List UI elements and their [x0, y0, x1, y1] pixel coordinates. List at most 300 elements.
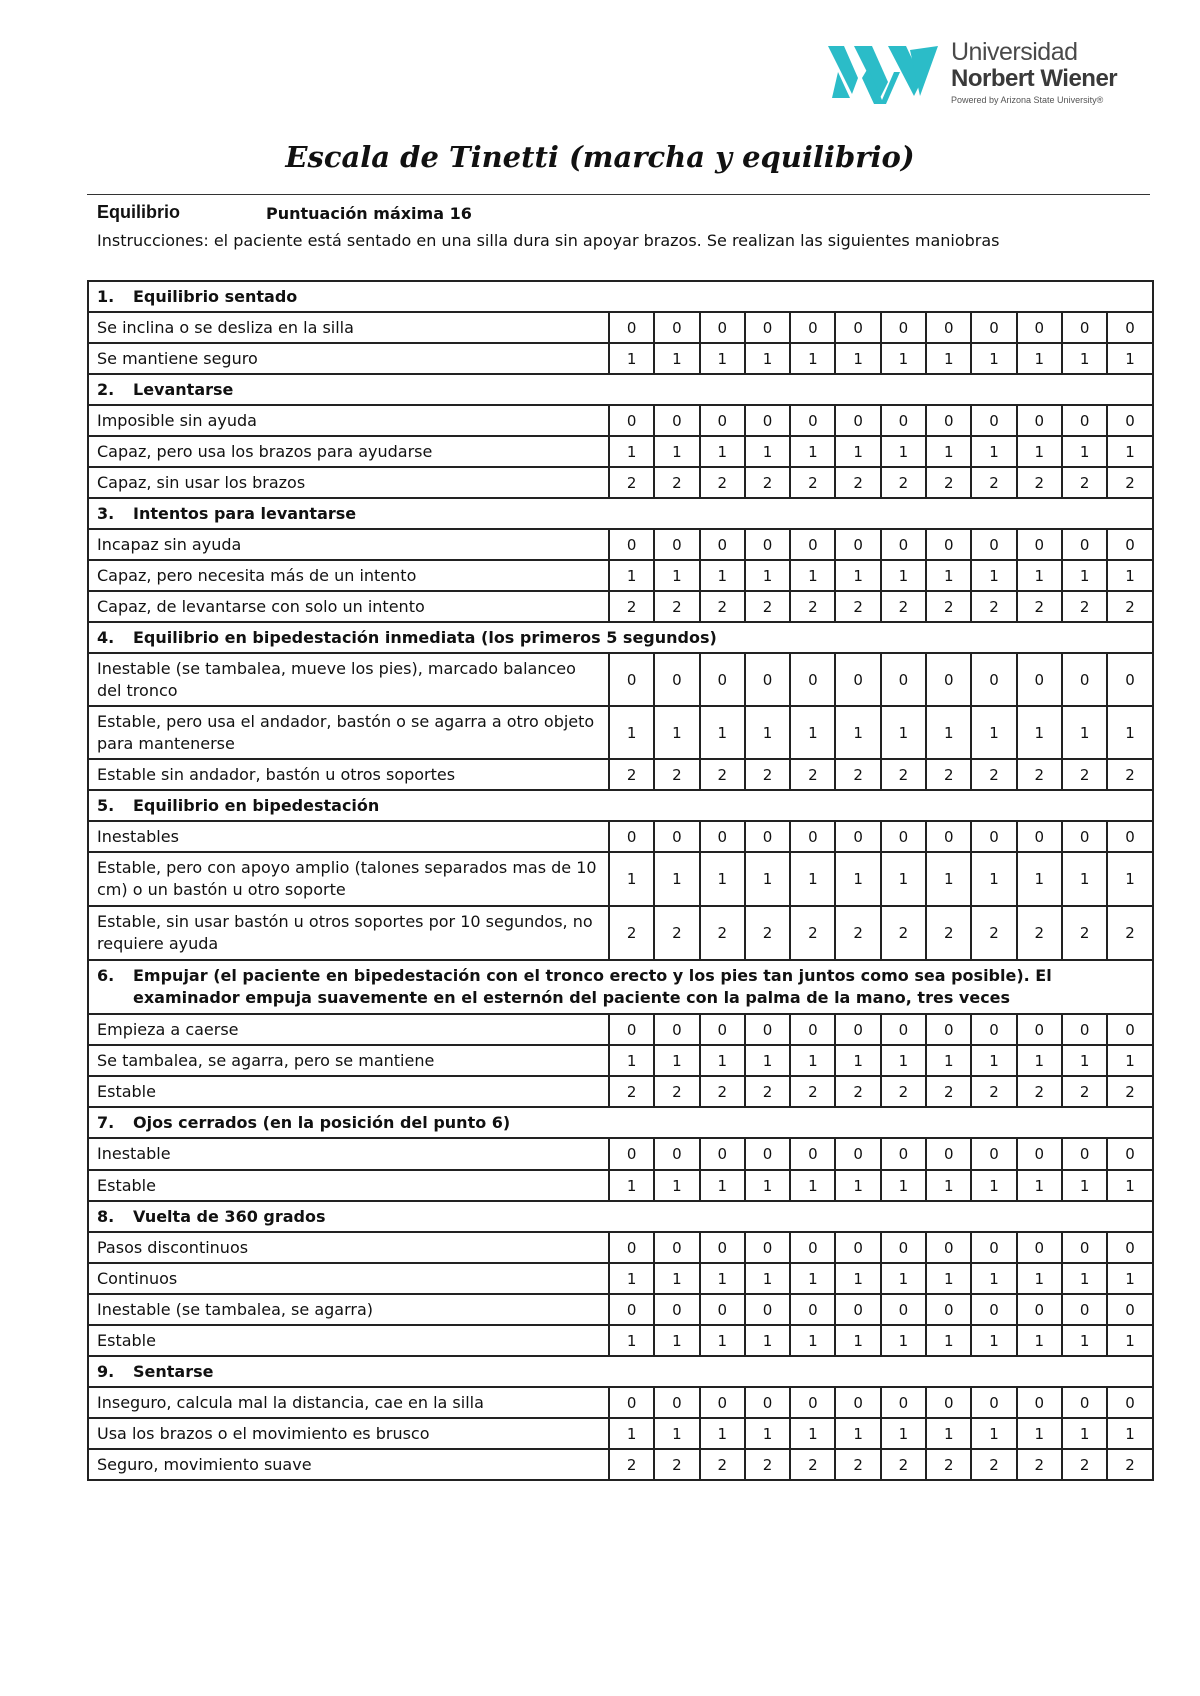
score-cell: 1 [835, 560, 880, 591]
score-cell: 1 [881, 1325, 926, 1356]
score-cell: 0 [1062, 312, 1107, 343]
score-cell: 0 [971, 653, 1016, 706]
score-cell: 2 [654, 467, 699, 498]
score-cell: 0 [745, 405, 790, 436]
score-cell: 1 [971, 560, 1016, 591]
section-header-row [88, 1107, 1153, 1138]
score-cell: 1 [1062, 1045, 1107, 1076]
item-label: Capaz, pero necesita más de un intento [88, 560, 609, 591]
score-cell: 1 [700, 852, 745, 906]
score-cell: 1 [971, 1170, 1016, 1201]
score-cell: 1 [745, 560, 790, 591]
score-cell: 1 [609, 852, 654, 906]
score-cell: 0 [881, 1387, 926, 1418]
score-cell: 0 [745, 1294, 790, 1325]
score-cell: 1 [835, 852, 880, 906]
score-cell: 1 [609, 343, 654, 374]
score-cell: 1 [745, 1045, 790, 1076]
score-cell: 1 [1107, 343, 1152, 374]
score-cell: 0 [745, 821, 790, 852]
score-cell: 0 [654, 653, 699, 706]
score-cell: 2 [1107, 759, 1152, 790]
score-cell: 0 [700, 1387, 745, 1418]
score-cell: 1 [1107, 1263, 1152, 1294]
score-cell: 1 [1017, 852, 1062, 906]
score-cell: 0 [609, 1387, 654, 1418]
section-number: 3. [97, 503, 115, 523]
score-cell: 1 [654, 706, 699, 759]
score-cell: 1 [745, 1170, 790, 1201]
score-cell: 1 [790, 1045, 835, 1076]
score-cell: 1 [1017, 1045, 1062, 1076]
score-cell: 0 [1107, 821, 1152, 852]
score-cell: 0 [700, 405, 745, 436]
score-cell: 0 [971, 1014, 1016, 1045]
item-label: Seguro, movimiento suave [88, 1449, 609, 1480]
score-cell: 1 [1107, 1045, 1152, 1076]
score-cell: 1 [654, 1045, 699, 1076]
score-cell: 2 [700, 759, 745, 790]
score-cell: 0 [1017, 653, 1062, 706]
score-cell: 0 [609, 653, 654, 706]
score-cell: 0 [926, 1138, 971, 1170]
score-cell: 0 [1107, 653, 1152, 706]
score-cell: 2 [745, 906, 790, 960]
score-cell: 1 [1017, 343, 1062, 374]
score-cell: 0 [1017, 1014, 1062, 1045]
score-cell: 1 [609, 1418, 654, 1449]
score-cell: 1 [926, 436, 971, 467]
section-header-row [88, 281, 1153, 312]
item-row [88, 1387, 1153, 1418]
item-row [88, 343, 1153, 374]
score-cell: 2 [881, 1076, 926, 1107]
score-cell: 2 [971, 1449, 1016, 1480]
score-cell: 1 [609, 1170, 654, 1201]
item-row [88, 1294, 1153, 1325]
score-cell: 1 [609, 1263, 654, 1294]
score-cell: 0 [609, 529, 654, 560]
section-title: Sentarse [133, 1361, 214, 1381]
item-label: Capaz, de levantarse con solo un intento [88, 591, 609, 622]
score-cell: 0 [790, 1387, 835, 1418]
section-title: Intentos para levantarse [133, 503, 357, 523]
score-cell: 2 [1062, 467, 1107, 498]
item-label: Inestables [88, 821, 609, 852]
item-label: Estable sin andador, bastón u otros soportes [88, 759, 609, 790]
score-cell: 2 [1062, 759, 1107, 790]
section-number: 8. [97, 1206, 115, 1226]
score-cell: 0 [1107, 1232, 1152, 1263]
score-cell: 0 [745, 1232, 790, 1263]
item-label: Inseguro, calcula mal la distancia, cae en la silla [88, 1387, 609, 1418]
score-cell: 2 [745, 1076, 790, 1107]
score-cell: 0 [654, 1294, 699, 1325]
logo-line-3: Powered by Arizona State University® [951, 95, 1104, 105]
max-score: Puntuación máxima 16 [266, 204, 472, 223]
score-cell: 1 [881, 1170, 926, 1201]
section-title: Empujar (el paciente en bipedestación con el tronco erecto y los pies tan juntos como sea posible). El examinador empuja suavemente en el esternón del paciente con la palma de la mano, tres veces [133, 966, 1052, 1007]
score-cell: 1 [881, 852, 926, 906]
score-cell: 0 [700, 1232, 745, 1263]
score-cell: 0 [609, 1138, 654, 1170]
score-cell: 1 [790, 343, 835, 374]
score-cell: 0 [1062, 1232, 1107, 1263]
score-cell: 2 [971, 591, 1016, 622]
section-header-row [88, 498, 1153, 529]
score-cell: 1 [654, 436, 699, 467]
score-cell: 0 [745, 529, 790, 560]
score-cell: 2 [926, 906, 971, 960]
section-title: Vuelta de 360 grados [133, 1206, 326, 1226]
item-row [88, 653, 1153, 706]
score-cell: 0 [609, 821, 654, 852]
section-header-row [88, 790, 1153, 821]
score-cell: 1 [790, 852, 835, 906]
score-cell: 1 [926, 1325, 971, 1356]
score-cell: 0 [1062, 1294, 1107, 1325]
score-cell: 1 [700, 1325, 745, 1356]
score-cell: 2 [790, 1076, 835, 1107]
item-label: Estable [88, 1076, 609, 1107]
score-cell: 1 [790, 1325, 835, 1356]
score-cell: 0 [971, 405, 1016, 436]
score-cell: 1 [700, 436, 745, 467]
score-cell: 2 [1017, 1076, 1062, 1107]
item-row [88, 1325, 1153, 1356]
score-cell: 2 [881, 1449, 926, 1480]
section-header-row [88, 1201, 1153, 1232]
section-number: 5. [97, 795, 115, 815]
score-cell: 1 [971, 852, 1016, 906]
score-cell: 2 [926, 591, 971, 622]
score-cell: 1 [700, 1045, 745, 1076]
score-cell: 0 [926, 1014, 971, 1045]
score-cell: 1 [790, 1418, 835, 1449]
score-cell: 1 [1062, 1263, 1107, 1294]
score-cell: 2 [700, 1076, 745, 1107]
score-cell: 2 [835, 759, 880, 790]
score-cell: 0 [881, 1232, 926, 1263]
score-cell: 0 [609, 1294, 654, 1325]
score-cell: 0 [926, 312, 971, 343]
section-label: Equilibrio [97, 202, 180, 222]
score-cell: 1 [835, 1263, 880, 1294]
score-cell: 1 [971, 706, 1016, 759]
score-cell: 1 [745, 852, 790, 906]
score-cell: 0 [881, 821, 926, 852]
score-cell: 0 [1062, 1138, 1107, 1170]
section-number: 9. [97, 1361, 115, 1381]
score-cell: 0 [654, 1138, 699, 1170]
score-cell: 1 [926, 343, 971, 374]
score-cell: 1 [700, 1418, 745, 1449]
section-title: Levantarse [133, 379, 234, 399]
score-cell: 2 [700, 1449, 745, 1480]
item-label: Capaz, pero usa los brazos para ayudarse [88, 436, 609, 467]
score-cell: 2 [835, 467, 880, 498]
score-cell: 2 [790, 591, 835, 622]
score-cell: 2 [881, 591, 926, 622]
score-cell: 2 [790, 759, 835, 790]
score-cell: 0 [790, 1138, 835, 1170]
score-cell: 1 [926, 560, 971, 591]
score-cell: 1 [1062, 1325, 1107, 1356]
item-label: Estable [88, 1170, 609, 1201]
score-cell: 1 [654, 1325, 699, 1356]
title-divider [87, 194, 1150, 195]
section-header-row [88, 374, 1153, 405]
score-cell: 2 [971, 1076, 1016, 1107]
score-cell: 0 [790, 821, 835, 852]
score-cell: 1 [609, 1325, 654, 1356]
section-header-row [88, 960, 1153, 1014]
score-cell: 2 [971, 467, 1016, 498]
score-cell: 0 [971, 312, 1016, 343]
score-cell: 0 [971, 821, 1016, 852]
score-cell: 1 [1062, 436, 1107, 467]
score-cell: 1 [790, 560, 835, 591]
score-cell: 0 [745, 312, 790, 343]
score-cell: 1 [971, 1325, 1016, 1356]
score-cell: 0 [1062, 1387, 1107, 1418]
item-row [88, 852, 1153, 906]
score-cell: 0 [745, 1014, 790, 1045]
score-cell: 2 [745, 467, 790, 498]
score-cell: 1 [609, 706, 654, 759]
score-cell: 1 [835, 436, 880, 467]
score-cell: 0 [700, 821, 745, 852]
score-cell: 0 [971, 1138, 1016, 1170]
score-cell: 0 [700, 1014, 745, 1045]
score-cell: 2 [654, 1076, 699, 1107]
score-cell: 1 [1062, 343, 1107, 374]
score-cell: 0 [654, 1232, 699, 1263]
score-cell: 1 [654, 560, 699, 591]
item-label: Estable, pero con apoyo amplio (talones separados mas de 10 cm) o un bastón u otro soporte [88, 852, 609, 906]
score-cell: 1 [1062, 1170, 1107, 1201]
score-cell: 2 [654, 1449, 699, 1480]
score-cell: 0 [835, 821, 880, 852]
score-cell: 1 [745, 1418, 790, 1449]
score-cell: 1 [926, 1263, 971, 1294]
score-cell: 2 [790, 906, 835, 960]
score-cell: 1 [881, 560, 926, 591]
item-row [88, 1232, 1153, 1263]
score-cell: 2 [700, 906, 745, 960]
score-cell: 2 [1017, 1449, 1062, 1480]
score-cell: 1 [654, 852, 699, 906]
score-cell: 0 [745, 1138, 790, 1170]
score-cell: 2 [881, 759, 926, 790]
item-row [88, 759, 1153, 790]
score-cell: 1 [971, 1418, 1016, 1449]
score-cell: 1 [1107, 436, 1152, 467]
section-header-row [88, 1356, 1153, 1387]
score-cell: 1 [881, 1418, 926, 1449]
score-cell: 0 [790, 312, 835, 343]
score-cell: 0 [1017, 312, 1062, 343]
score-cell: 1 [700, 706, 745, 759]
score-cell: 1 [926, 1418, 971, 1449]
item-label: Inestable [88, 1138, 609, 1170]
section-number: 2. [97, 379, 115, 399]
score-cell: 1 [881, 1045, 926, 1076]
score-cell: 2 [745, 591, 790, 622]
score-cell: 0 [881, 312, 926, 343]
score-cell: 2 [609, 591, 654, 622]
item-label: Se inclina o se desliza en la silla [88, 312, 609, 343]
score-cell: 0 [1062, 405, 1107, 436]
score-cell: 1 [835, 1325, 880, 1356]
score-cell: 1 [926, 1045, 971, 1076]
score-cell: 2 [835, 1076, 880, 1107]
score-cell: 0 [790, 653, 835, 706]
score-cell: 1 [700, 560, 745, 591]
item-label: Continuos [88, 1263, 609, 1294]
score-cell: 0 [835, 1294, 880, 1325]
score-cell: 2 [926, 759, 971, 790]
item-label: Capaz, sin usar los brazos [88, 467, 609, 498]
score-cell: 2 [1062, 906, 1107, 960]
item-row [88, 405, 1153, 436]
score-cell: 0 [654, 312, 699, 343]
section-number: 7. [97, 1112, 115, 1132]
score-cell: 1 [654, 1263, 699, 1294]
score-cell: 1 [1017, 706, 1062, 759]
item-row [88, 312, 1153, 343]
score-cell: 2 [835, 1449, 880, 1480]
section-number: 1. [97, 286, 115, 306]
score-cell: 2 [609, 759, 654, 790]
score-cell: 0 [654, 1387, 699, 1418]
score-cell: 2 [1107, 467, 1152, 498]
score-cell: 0 [835, 529, 880, 560]
item-row [88, 1263, 1153, 1294]
section-number: 6. [97, 966, 115, 985]
score-cell: 2 [926, 1449, 971, 1480]
score-cell: 0 [1107, 1138, 1152, 1170]
score-cell: 0 [971, 529, 1016, 560]
score-cell: 2 [1062, 1076, 1107, 1107]
item-label: Empieza a caerse [88, 1014, 609, 1045]
score-cell: 1 [835, 1418, 880, 1449]
score-cell: 1 [1017, 560, 1062, 591]
score-cell: 1 [926, 706, 971, 759]
score-cell: 1 [790, 1170, 835, 1201]
score-cell: 0 [881, 405, 926, 436]
score-cell: 0 [926, 821, 971, 852]
score-cell: 0 [609, 312, 654, 343]
score-cell: 0 [1017, 529, 1062, 560]
score-cell: 0 [1107, 1387, 1152, 1418]
score-cell: 1 [609, 436, 654, 467]
score-cell: 0 [1017, 405, 1062, 436]
section-header-row [88, 622, 1153, 653]
page-title: Escala de Tinetti (marcha y equilibrio) [285, 140, 915, 174]
score-cell: 0 [654, 529, 699, 560]
item-row [88, 1418, 1153, 1449]
score-cell: 1 [1017, 1418, 1062, 1449]
score-cell: 0 [1107, 1294, 1152, 1325]
item-label: Inestable (se tambalea, se agarra) [88, 1294, 609, 1325]
item-label: Se mantiene seguro [88, 343, 609, 374]
score-cell: 1 [745, 1325, 790, 1356]
logo-line-2: Norbert Wiener [951, 65, 1118, 92]
score-cell: 1 [1107, 1170, 1152, 1201]
score-cell: 2 [790, 467, 835, 498]
score-cell: 1 [654, 1418, 699, 1449]
score-cell: 2 [1017, 906, 1062, 960]
score-cell: 1 [1107, 1325, 1152, 1356]
score-cell: 1 [1017, 1325, 1062, 1356]
score-cell: 2 [835, 906, 880, 960]
score-cell: 2 [881, 906, 926, 960]
score-cell: 0 [971, 1232, 1016, 1263]
score-cell: 1 [1107, 706, 1152, 759]
score-cell: 1 [881, 706, 926, 759]
score-cell: 2 [835, 591, 880, 622]
score-cell: 2 [609, 906, 654, 960]
score-cell: 1 [835, 1170, 880, 1201]
score-cell: 2 [1062, 591, 1107, 622]
item-row [88, 591, 1153, 622]
logo-line-1: Universidad [951, 38, 1078, 66]
score-cell: 0 [1017, 1387, 1062, 1418]
item-label: Incapaz sin ayuda [88, 529, 609, 560]
score-cell: 0 [881, 1294, 926, 1325]
score-cell: 0 [700, 312, 745, 343]
score-cell: 1 [654, 343, 699, 374]
score-cell: 0 [971, 1294, 1016, 1325]
score-cell: 1 [790, 1263, 835, 1294]
score-cell: 1 [881, 436, 926, 467]
score-cell: 2 [1107, 1449, 1152, 1480]
score-cell: 1 [745, 706, 790, 759]
score-cell: 2 [1017, 591, 1062, 622]
score-cell: 1 [700, 343, 745, 374]
score-cell: 1 [1062, 852, 1107, 906]
item-row [88, 1138, 1153, 1170]
score-cell: 2 [1107, 1076, 1152, 1107]
tinetti-balance-table [87, 280, 1154, 1481]
section-title: Equilibrio en bipedestación [133, 795, 380, 815]
score-cell: 0 [835, 653, 880, 706]
item-label: Estable, pero usa el andador, bastón o se agarra a otro objeto para mantenerse [88, 706, 609, 759]
score-cell: 2 [1107, 591, 1152, 622]
score-cell: 0 [1017, 1294, 1062, 1325]
score-cell: 1 [790, 436, 835, 467]
score-cell: 1 [1017, 436, 1062, 467]
section-title: Ojos cerrados (en la posición del punto 6) [133, 1112, 511, 1132]
university-logo [828, 38, 1138, 108]
score-cell: 1 [654, 1170, 699, 1201]
item-row [88, 1076, 1153, 1107]
score-cell: 0 [700, 1138, 745, 1170]
score-cell: 1 [1017, 1170, 1062, 1201]
score-cell: 1 [835, 1045, 880, 1076]
score-cell: 0 [609, 1232, 654, 1263]
score-cell: 0 [790, 529, 835, 560]
score-cell: 1 [609, 560, 654, 591]
score-cell: 0 [881, 529, 926, 560]
item-label: Pasos discontinuos [88, 1232, 609, 1263]
score-cell: 0 [1107, 1014, 1152, 1045]
score-cell: 2 [745, 759, 790, 790]
score-cell: 0 [835, 1232, 880, 1263]
score-cell: 1 [971, 343, 1016, 374]
item-row [88, 706, 1153, 759]
